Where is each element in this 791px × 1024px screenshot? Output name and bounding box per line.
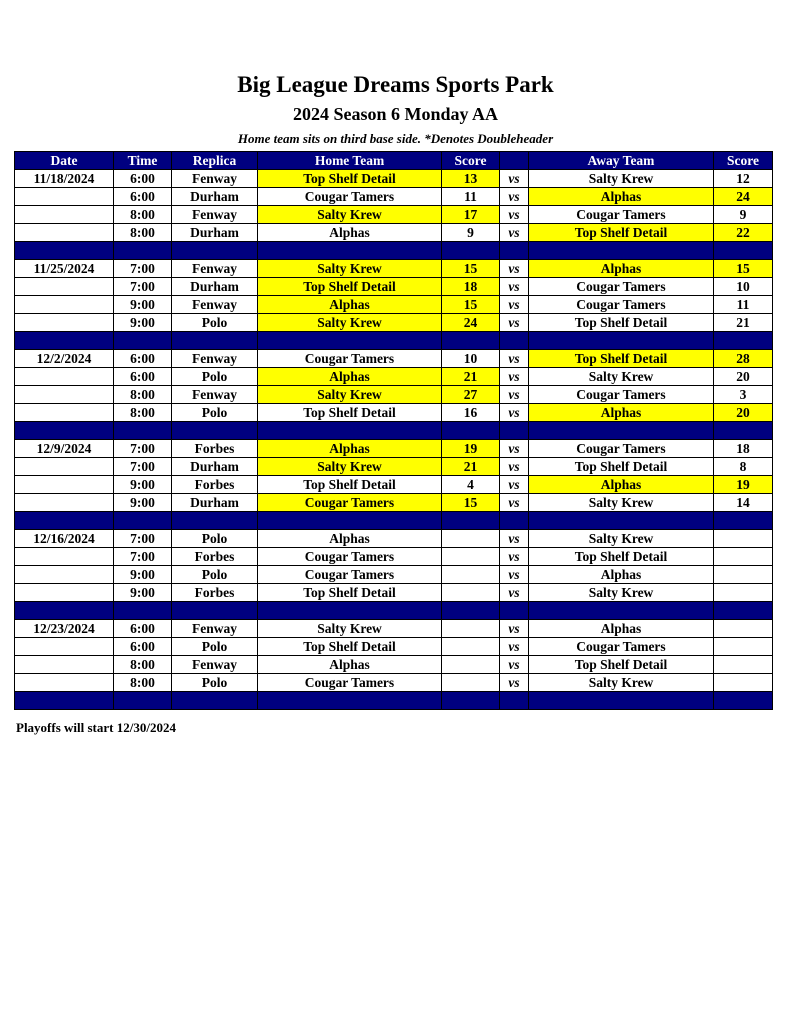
game-date [15,188,114,206]
home-score [442,620,500,638]
separator-cell [714,332,773,350]
vs-label: vs [500,566,529,584]
game-field: Durham [172,188,258,206]
away-team: Top Shelf Detail [529,314,714,332]
separator-cell [172,512,258,530]
table-row [15,314,773,332]
separator-cell [114,602,172,620]
separator-cell [258,332,442,350]
vs-label: vs [500,458,529,476]
home-score: 15 [442,296,500,314]
game-field: Durham [172,494,258,512]
separator-cell [172,422,258,440]
game-date [15,638,114,656]
away-team: Salty Krew [529,584,714,602]
col-header-replica: Replica [172,152,258,170]
week-separator [15,512,773,530]
separator-cell [114,242,172,260]
game-field: Durham [172,278,258,296]
week-separator [15,332,773,350]
game-date: 11/18/2024 [15,170,114,188]
game-date [15,674,114,692]
page-subtitle: 2024 Season 6 Monday AA [292,104,499,124]
separator-cell [714,602,773,620]
home-team: Cougar Tamers [258,566,442,584]
separator-cell [529,512,714,530]
col-header-vs [500,152,529,170]
home-score: 11 [442,188,500,206]
table-row [15,584,773,602]
col-header-home-score: Score [442,152,500,170]
away-score [714,566,773,584]
away-score: 15 [714,260,773,278]
game-date [15,566,114,584]
separator-cell [15,602,114,620]
away-score [714,548,773,566]
game-time: 8:00 [114,404,172,422]
home-score [442,566,500,584]
table-row [15,260,773,278]
game-field: Polo [172,404,258,422]
game-date [15,656,114,674]
home-team: Cougar Tamers [258,494,442,512]
game-time: 8:00 [114,674,172,692]
home-score: 15 [442,494,500,512]
separator-cell [442,332,500,350]
separator-cell [529,332,714,350]
separator-cell [500,422,529,440]
game-date [15,584,114,602]
home-team: Alphas [258,224,442,242]
table-row [15,206,773,224]
separator-cell [529,422,714,440]
vs-label: vs [500,476,529,494]
game-field: Polo [172,530,258,548]
separator-cell [714,692,773,710]
away-score: 8 [714,458,773,476]
schedule-body [15,170,773,710]
away-score: 10 [714,278,773,296]
away-team: Alphas [529,260,714,278]
vs-label: vs [500,386,529,404]
vs-label: vs [500,206,529,224]
away-score: 12 [714,170,773,188]
game-date [15,404,114,422]
table-row [15,170,773,188]
col-header-home-team: Home Team [258,152,442,170]
vs-label: vs [500,314,529,332]
game-time: 7:00 [114,260,172,278]
home-score [442,548,500,566]
separator-cell [15,242,114,260]
vs-label: vs [500,584,529,602]
vs-label: vs [500,170,529,188]
game-date [15,296,114,314]
separator-cell [114,332,172,350]
home-team: Alphas [258,656,442,674]
separator-cell [500,332,529,350]
vs-label: vs [500,368,529,386]
away-team: Cougar Tamers [529,296,714,314]
away-score [714,674,773,692]
game-field: Fenway [172,260,258,278]
table-row [15,188,773,206]
game-date [15,224,114,242]
away-score: 18 [714,440,773,458]
week-separator [15,422,773,440]
away-score [714,656,773,674]
game-time: 6:00 [114,638,172,656]
separator-cell [258,242,442,260]
separator-cell [714,242,773,260]
away-score: 9 [714,206,773,224]
game-time: 9:00 [114,566,172,584]
home-team: Top Shelf Detail [258,476,442,494]
home-team: Salty Krew [258,458,442,476]
away-team: Top Shelf Detail [529,656,714,674]
table-row [15,296,773,314]
game-field: Forbes [172,548,258,566]
home-team: Salty Krew [258,386,442,404]
separator-cell [172,242,258,260]
away-team: Cougar Tamers [529,278,714,296]
game-field: Forbes [172,476,258,494]
separator-cell [258,602,442,620]
home-team: Alphas [258,530,442,548]
away-score: 21 [714,314,773,332]
week-separator [15,242,773,260]
vs-label: vs [500,656,529,674]
game-date: 11/25/2024 [15,260,114,278]
col-header-away-score: Score [714,152,773,170]
table-row [15,674,773,692]
home-team: Cougar Tamers [258,674,442,692]
away-team: Salty Krew [529,368,714,386]
game-field: Durham [172,458,258,476]
vs-label: vs [500,530,529,548]
away-score [714,530,773,548]
table-row [15,386,773,404]
home-team: Top Shelf Detail [258,404,442,422]
col-header-time: Time [114,152,172,170]
game-field: Polo [172,674,258,692]
page-title: Big League Dreams Sports Park [237,72,554,97]
week-separator [15,692,773,710]
table-row [15,440,773,458]
vs-label: vs [500,404,529,422]
home-team: Salty Krew [258,314,442,332]
home-score: 13 [442,170,500,188]
away-team: Alphas [529,566,714,584]
home-score: 21 [442,368,500,386]
home-score [442,638,500,656]
away-team: Top Shelf Detail [529,350,714,368]
table-row [15,224,773,242]
game-date [15,494,114,512]
table-row [15,620,773,638]
table-row [15,458,773,476]
vs-label: vs [500,296,529,314]
separator-cell [500,512,529,530]
vs-label: vs [500,224,529,242]
game-time: 7:00 [114,440,172,458]
game-field: Polo [172,314,258,332]
away-score: 22 [714,224,773,242]
home-team: Salty Krew [258,260,442,278]
col-header-date: Date [15,152,114,170]
col-header-away-team: Away Team [529,152,714,170]
home-score: 9 [442,224,500,242]
vs-label: vs [500,494,529,512]
separator-cell [442,242,500,260]
separator-cell [172,602,258,620]
separator-cell [442,692,500,710]
away-team: Top Shelf Detail [529,458,714,476]
game-field: Fenway [172,170,258,188]
away-score: 20 [714,404,773,422]
table-row [15,404,773,422]
game-field: Fenway [172,620,258,638]
table-row [15,530,773,548]
table-row [15,548,773,566]
away-team: Alphas [529,620,714,638]
game-date [15,314,114,332]
game-date [15,458,114,476]
table-row [15,566,773,584]
vs-label: vs [500,188,529,206]
separator-cell [15,332,114,350]
game-field: Fenway [172,386,258,404]
game-date [15,278,114,296]
game-time: 9:00 [114,476,172,494]
away-score: 20 [714,368,773,386]
playoffs-note: Playoffs will start 12/30/2024 [16,720,176,735]
home-score [442,584,500,602]
separator-cell [442,512,500,530]
home-team: Alphas [258,296,442,314]
home-score: 16 [442,404,500,422]
game-field: Forbes [172,584,258,602]
separator-cell [172,332,258,350]
vs-label: vs [500,440,529,458]
home-team: Cougar Tamers [258,188,442,206]
separator-cell [114,422,172,440]
away-team: Alphas [529,404,714,422]
separator-cell [15,422,114,440]
away-score [714,584,773,602]
game-date: 12/23/2024 [15,620,114,638]
away-team: Salty Krew [529,170,714,188]
table-header-row [15,152,773,170]
separator-cell [714,422,773,440]
home-score: 15 [442,260,500,278]
table-row [15,494,773,512]
home-team: Top Shelf Detail [258,278,442,296]
game-time: 9:00 [114,584,172,602]
game-field: Polo [172,566,258,584]
game-time: 9:00 [114,494,172,512]
home-team: Salty Krew [258,620,442,638]
home-team: Top Shelf Detail [258,584,442,602]
away-team: Alphas [529,188,714,206]
separator-cell [114,512,172,530]
game-time: 7:00 [114,530,172,548]
away-team: Salty Krew [529,494,714,512]
game-time: 8:00 [114,206,172,224]
game-time: 8:00 [114,656,172,674]
home-team: Alphas [258,368,442,386]
game-field: Forbes [172,440,258,458]
schedule-note: Home team sits on third base side. *Denotes Doubleheader [237,131,554,146]
game-date [15,368,114,386]
separator-cell [529,692,714,710]
away-team: Salty Krew [529,674,714,692]
game-field: Fenway [172,206,258,224]
home-team: Top Shelf Detail [258,170,442,188]
table-row [15,656,773,674]
separator-cell [172,692,258,710]
game-time: 9:00 [114,296,172,314]
game-time: 6:00 [114,350,172,368]
home-team: Alphas [258,440,442,458]
away-team: Cougar Tamers [529,386,714,404]
game-time: 8:00 [114,386,172,404]
game-field: Polo [172,638,258,656]
table-row [15,278,773,296]
game-date [15,548,114,566]
game-time: 6:00 [114,170,172,188]
game-time: 7:00 [114,278,172,296]
table-row [15,368,773,386]
game-date [15,386,114,404]
home-score [442,656,500,674]
away-team: Cougar Tamers [529,206,714,224]
game-time: 7:00 [114,458,172,476]
week-separator [15,602,773,620]
separator-cell [258,422,442,440]
game-date [15,206,114,224]
separator-cell [442,602,500,620]
game-time: 6:00 [114,368,172,386]
separator-cell [114,692,172,710]
game-time: 6:00 [114,620,172,638]
game-date [15,476,114,494]
away-score [714,638,773,656]
separator-cell [258,692,442,710]
vs-label: vs [500,674,529,692]
home-score: 19 [442,440,500,458]
home-score: 18 [442,278,500,296]
away-team: Top Shelf Detail [529,224,714,242]
separator-cell [500,242,529,260]
home-score [442,530,500,548]
home-score [442,674,500,692]
separator-cell [500,692,529,710]
game-time: 8:00 [114,224,172,242]
home-team: Top Shelf Detail [258,638,442,656]
vs-label: vs [500,548,529,566]
vs-label: vs [500,620,529,638]
home-score: 21 [442,458,500,476]
vs-label: vs [500,260,529,278]
game-field: Fenway [172,296,258,314]
game-time: 9:00 [114,314,172,332]
home-score: 27 [442,386,500,404]
away-score: 11 [714,296,773,314]
table-row [15,350,773,368]
game-field: Durham [172,224,258,242]
away-score: 19 [714,476,773,494]
game-date: 12/16/2024 [15,530,114,548]
vs-label: vs [500,350,529,368]
home-score: 17 [442,206,500,224]
home-team: Cougar Tamers [258,350,442,368]
separator-cell [529,602,714,620]
vs-label: vs [500,638,529,656]
home-score: 4 [442,476,500,494]
away-score: 24 [714,188,773,206]
away-team: Alphas [529,476,714,494]
away-score: 28 [714,350,773,368]
separator-cell [500,602,529,620]
game-date: 12/2/2024 [15,350,114,368]
away-team: Top Shelf Detail [529,548,714,566]
away-team: Cougar Tamers [529,440,714,458]
table-row [15,476,773,494]
vs-label: vs [500,278,529,296]
away-team: Cougar Tamers [529,638,714,656]
separator-cell [529,242,714,260]
home-score: 24 [442,314,500,332]
table-row [15,638,773,656]
home-team: Salty Krew [258,206,442,224]
separator-cell [442,422,500,440]
away-score [714,620,773,638]
away-score: 14 [714,494,773,512]
away-score: 3 [714,386,773,404]
separator-cell [15,512,114,530]
away-team: Salty Krew [529,530,714,548]
separator-cell [714,512,773,530]
game-field: Fenway [172,656,258,674]
separator-cell [15,692,114,710]
home-score: 10 [442,350,500,368]
schedule-table [14,151,773,710]
game-time: 7:00 [114,548,172,566]
game-time: 6:00 [114,188,172,206]
home-team: Cougar Tamers [258,548,442,566]
game-field: Polo [172,368,258,386]
separator-cell [258,512,442,530]
game-field: Fenway [172,350,258,368]
game-date: 12/9/2024 [15,440,114,458]
